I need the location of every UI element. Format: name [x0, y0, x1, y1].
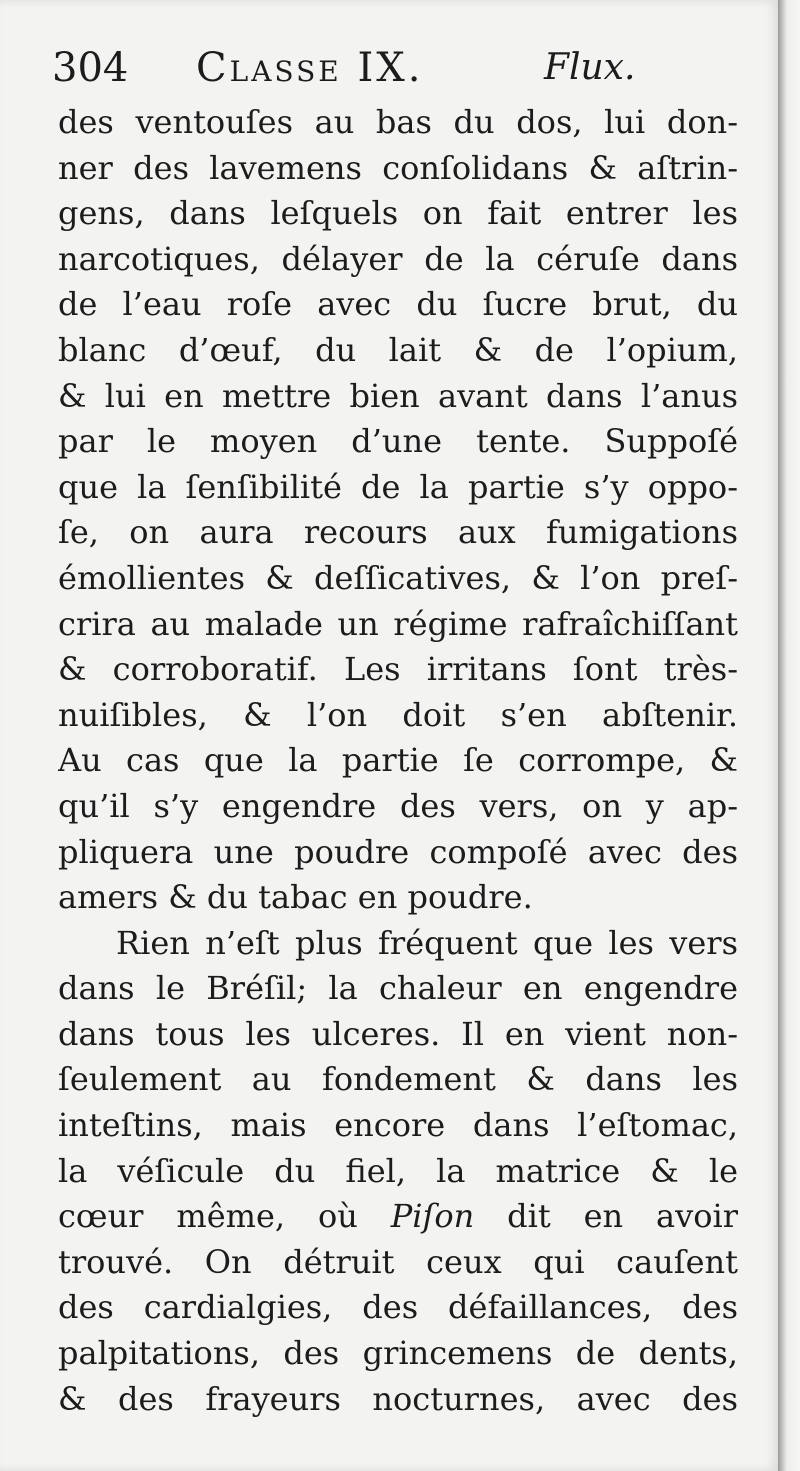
running-header	[52, 38, 752, 98]
header-classe: Classe IX.	[196, 45, 424, 91]
text-line: par le moyen d’une tente. Suppoſé	[58, 422, 738, 461]
body-text	[58, 100, 738, 1422]
paragraph-end-line: amers & du tabac en poudre.	[58, 878, 533, 917]
text-line: la véſicule du fiel, la matrice & le	[58, 1151, 738, 1190]
text-line: & lui en mettre bien avant dans l’anus	[58, 376, 738, 415]
text-line: Au cas que la partie ſe corrompe, &	[58, 741, 738, 780]
text-line: blanc d’œuf, du lait & de l’opium,	[58, 330, 738, 369]
text-line: gens, dans leſquels on fait entrer les	[58, 194, 738, 233]
header-section: Flux.	[544, 47, 636, 88]
text-line: ſe, on aura recours aux fumigations	[58, 513, 738, 552]
text-line: dans le Bréſil; la chaleur en engendre	[58, 969, 738, 1008]
line-segment: cœur même, où	[58, 1197, 391, 1236]
text-line: émollientes & deſſicatives, & l’on preſ-	[58, 558, 738, 597]
text-line: de l’eau roſe avec du ſucre brut, du	[58, 285, 738, 324]
italic-name: Piſon	[390, 1197, 475, 1236]
text-line-with-italic	[58, 1194, 738, 1240]
text-line: narcotiques, délayer de la céruſe dans	[58, 239, 738, 278]
text-line: & des frayeurs nocturnes, avec des	[58, 1379, 738, 1418]
text-line: que la ſenſibilité de la partie s’y oppo-	[58, 467, 738, 506]
line-segment: dit en avoir	[474, 1197, 738, 1236]
text-line: pliquera une poudre compoſé avec des	[58, 832, 738, 871]
text-line: des ventouſes au bas du dos, lui don-	[58, 103, 738, 141]
text-line: palpitations, des grincemens de dents,	[58, 1334, 738, 1373]
text-line: qu’il s’y engendre des vers, on y ap-	[58, 786, 738, 825]
text-line: crira au malade un régime rafraîchiſſant	[58, 604, 738, 643]
text-line: ner des lavemens conſolidans & aſtrin-	[58, 148, 738, 187]
page-edge-shadow	[778, 0, 800, 1471]
paragraph-start-line: Rien n’eſt plus fréquent que les vers	[116, 923, 738, 962]
text-line: trouvé. On détruit ceux qui cauſent	[58, 1242, 738, 1281]
text-line: inteſtins, mais encore dans l’eſtomac,	[58, 1106, 738, 1145]
text-line: ſeulement au fondement & dans les	[58, 1060, 738, 1099]
text-line: nuiſibles, & l’on doit s’en abſtenir.	[58, 695, 738, 734]
text-line: dans tous les ulceres. Il en vient non-	[58, 1014, 738, 1053]
text-line: des cardialgies, des défaillances, des	[58, 1288, 738, 1327]
page-number: 304	[52, 45, 129, 91]
text-line: & corroboratif. Les irritans ſont très-	[58, 650, 738, 689]
